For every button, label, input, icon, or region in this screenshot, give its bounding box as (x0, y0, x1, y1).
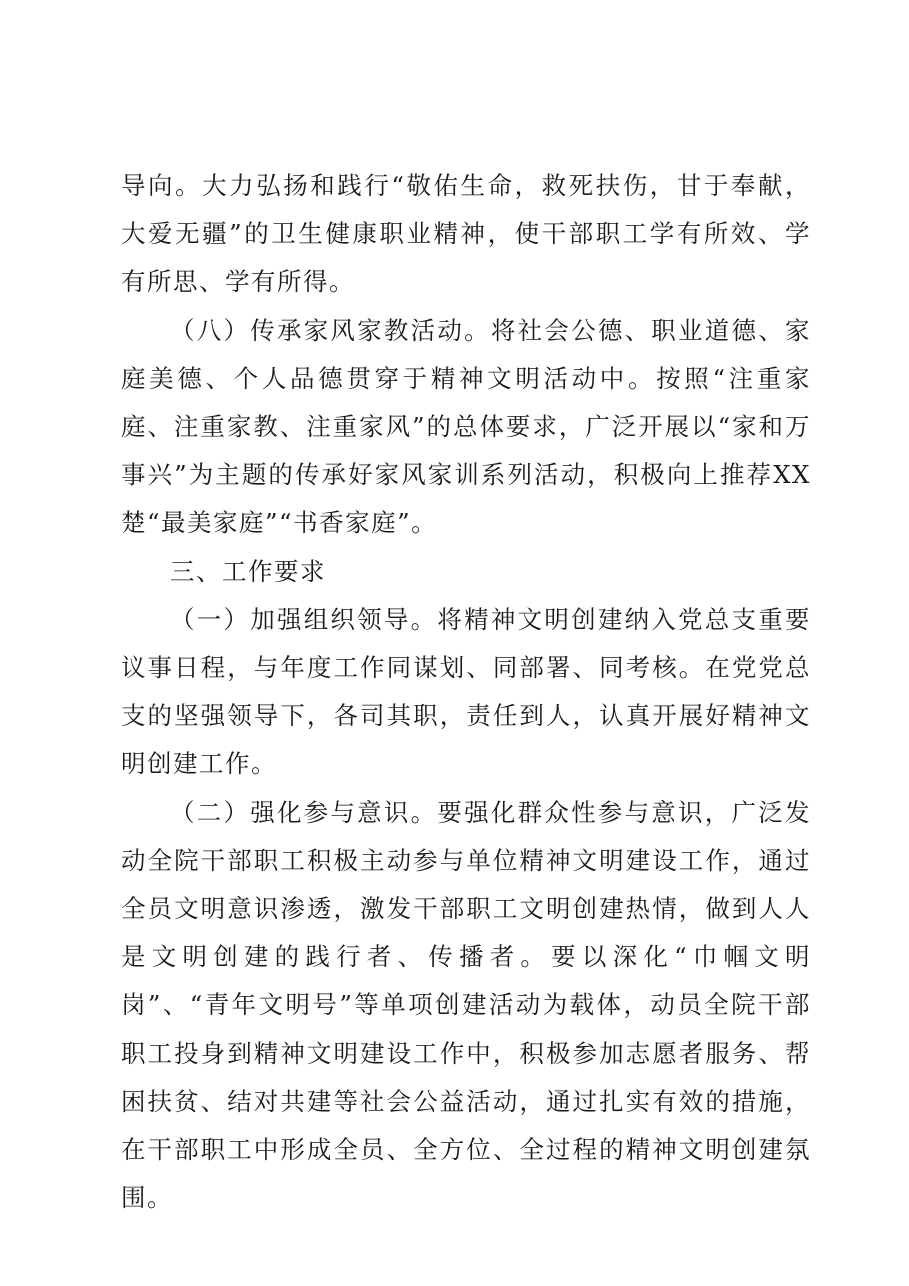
paragraph-section-8: （八）传承家风家教活动。将社会公德、职业道德、家庭美德、个人品德贯穿于精神文明活动中。按照“注重家庭、注重家教、注重家风”的总体要求，广泛开展以“家和万事兴”为主题的传承好家风家训系列活动，积极向上推荐XX楚“最美家庭”“书香家庭”。 (121, 315, 811, 538)
paragraph-requirement-2: （二）强化参与意识。要强化群众性参与意识，广泛发动全院干部职工积极主动参与单位精神文明建设工作，通过全员文明意识渗透，激发干部职工文明创建热情，做到人人是文明创建的践行者、传播者。要以深化“巾帼文明岗”、“青年文明号”等单项创建活动为载体，动员全院干部职工投身到精神文明建设工作中，积极参加志愿者服务、帮困扶贫、结对共建等社会公益活动，通过扎实有效的措施，在干部职工中形成全员、全方位、全过程的精神文明创建氛围。 (121, 797, 811, 1213)
paragraph-continuation: 导向。大力弘扬和践行“敬佑生命，救死扶伤，甘于奉献，大爱无疆”的卫生健康职业精神，使干部职工学有所效、学有所思、学有所得。 (121, 171, 811, 297)
document-body (121, 162, 811, 1222)
paragraph-requirement-1: （一）加强组织领导。将精神文明创建纳入党总支重要议事日程，与年度工作同谋划、同部署、同考核。在党党总支的坚强领导下，各司其职，责任到人，认真开展好精神文明创建工作。 (121, 604, 811, 779)
section-heading-work-requirements: 三、工作要求 (170, 556, 326, 586)
